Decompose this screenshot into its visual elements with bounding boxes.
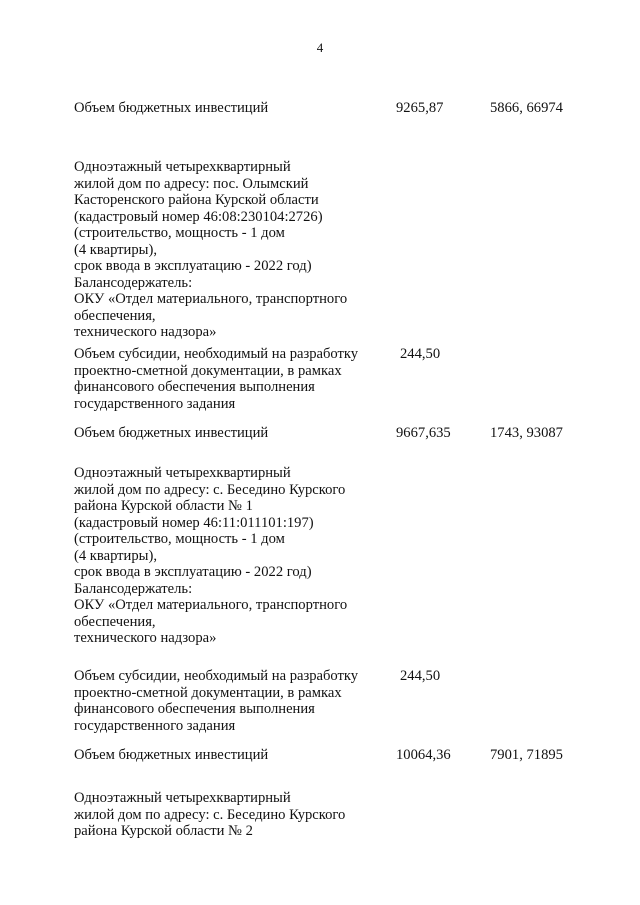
- text-line: района Курской области № 2: [74, 823, 253, 839]
- text-line: срок ввода в эксплуатацию - 2022 год): [74, 258, 312, 274]
- text-line: Одноэтажный четырехквартирный: [74, 159, 291, 175]
- text-line: жилой дом по адресу: с. Беседино Курского: [74, 806, 346, 823]
- investment-value-2b: 1743, 93087: [490, 425, 563, 441]
- page-number: 4: [316, 40, 324, 55]
- investment-value-1b: 5866, 66974: [490, 100, 563, 116]
- text-line: обеспечения,: [74, 307, 156, 324]
- investment-value-1: 9265,87: [396, 100, 444, 116]
- row-label-investment-2: [74, 425, 384, 442]
- text-line: обеспечения,: [74, 613, 156, 630]
- text-line: (кадастровый номер 46:08:230104:2726): [74, 208, 323, 225]
- text-line: района Курской области № 1: [74, 498, 253, 514]
- text-line: жилой дом по адресу: с. Беседино Курского: [74, 481, 346, 498]
- object-description-olymsky: [74, 159, 384, 341]
- text-line: (кадастровый номер 46:11:011101:197): [74, 514, 314, 531]
- text-line: Балансодержатель:: [74, 274, 193, 291]
- text-line: (4 квартиры),: [74, 241, 157, 258]
- row-label-investment-1: [74, 100, 384, 117]
- row-label-subsidy-1: [74, 346, 384, 412]
- text-line: жилой дом по адресу: пос. Олымский: [74, 175, 309, 192]
- object-description-besedino-2: [74, 790, 384, 840]
- text-line: технического надзора»: [74, 324, 217, 340]
- row-label-subsidy-2: [74, 668, 384, 734]
- text-line: проектно-сметной документации, в рамках: [74, 684, 342, 701]
- text-line: Балансодержатель:: [74, 580, 193, 597]
- text-line: Объем бюджетных инвестиций: [74, 100, 269, 116]
- text-line: Объем бюджетных инвестиций: [74, 425, 269, 441]
- text-line: Одноэтажный четырехквартирный: [74, 790, 291, 806]
- object-description-besedino-1: [74, 465, 384, 647]
- text-line: технического надзора»: [74, 630, 217, 646]
- text-line: срок ввода в эксплуатацию - 2022 год): [74, 564, 312, 580]
- text-line: Объем субсидии, необходимый на разработку: [74, 668, 359, 684]
- text-line: ОКУ «Отдел материального, транспортного: [74, 291, 348, 307]
- investment-value-3b: 7901, 71895: [490, 747, 563, 763]
- text-line: государственного задания: [74, 717, 236, 734]
- text-line: Объем субсидии, необходимый на разработку: [74, 346, 359, 362]
- investment-value-3: 10064,36: [396, 747, 451, 763]
- row-label-investment-3: [74, 747, 384, 764]
- text-line: (строительство, мощность - 1 дом: [74, 225, 285, 241]
- investment-value-2: 9667,635: [396, 425, 451, 441]
- text-line: Касторенского района Курской области: [74, 192, 319, 208]
- subsidy-value-1: 244,50: [400, 346, 441, 362]
- text-line: ОКУ «Отдел материального, транспортного: [74, 597, 348, 613]
- text-line: государственного задания: [74, 395, 236, 412]
- subsidy-value-2: 244,50: [400, 668, 441, 684]
- text-line: Одноэтажный четырехквартирный: [74, 465, 291, 481]
- text-line: Объем бюджетных инвестиций: [74, 747, 269, 763]
- text-line: (4 квартиры),: [74, 547, 157, 564]
- text-line: финансового обеспечения выполнения: [74, 701, 315, 717]
- text-line: (строительство, мощность - 1 дом: [74, 531, 285, 547]
- text-line: финансового обеспечения выполнения: [74, 379, 315, 395]
- text-line: проектно-сметной документации, в рамках: [74, 362, 342, 379]
